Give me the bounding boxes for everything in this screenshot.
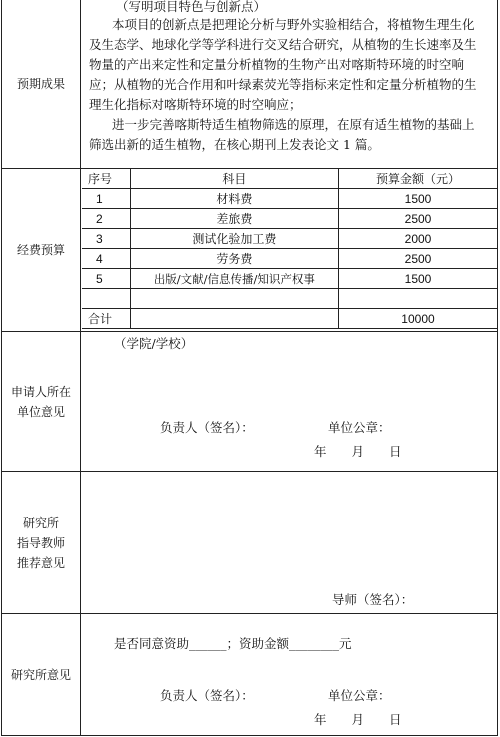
unit-person-sign: 负责人（签名）： (160, 420, 254, 435)
row-no: 5 (82, 269, 130, 289)
header-item: 科目 (130, 169, 338, 189)
budget-row (82, 269, 497, 289)
row-amount (338, 289, 497, 309)
total-label: 合计 (82, 309, 130, 329)
header-amount: 预算金额（元） (338, 169, 497, 189)
budget-row (82, 289, 497, 309)
budget-header-row (82, 169, 497, 189)
row-item (130, 289, 338, 309)
unit-date: 年 月 日 (314, 444, 402, 459)
mentor-opinion-content (82, 472, 497, 613)
outcome-section (2, 0, 497, 169)
row-no: 2 (82, 209, 130, 229)
row-item: 劳务费 (130, 249, 338, 269)
outcome-text-line: 物量的产出来定性和定量分析植物的生物产出对喀斯特环境的时空响 (89, 57, 465, 72)
outcome-text-line: 进一步完善喀斯特适生植物筛选的原理，在原有适生植物的基础上 (112, 117, 475, 132)
mentor-opinion-section (2, 472, 497, 614)
total-empty (130, 309, 338, 329)
institute-seal: 单位公章： (328, 688, 391, 703)
amount-blank[interactable]: ________ (289, 636, 340, 651)
row-item: 出版/文献/信息传播/知识产权事 (130, 269, 338, 289)
row-amount: 2500 (338, 209, 497, 229)
unit-opinion-label-line: 单位意见 (16, 404, 65, 419)
row-item: 差旅费 (130, 209, 338, 229)
amount-prefix: ；资助金额 (226, 636, 290, 651)
row-amount: 1500 (338, 189, 497, 209)
institute-opinion-content (82, 614, 497, 736)
outcome-text-line: 理生化指标对喀斯特环境的时空响应； (89, 97, 302, 112)
funding-question (114, 634, 352, 653)
institute-date: 年 月 日 (314, 712, 402, 727)
row-item: 材料费 (130, 189, 338, 209)
budget-row (82, 209, 497, 229)
mentor-label-line: 推荐意见 (16, 555, 65, 570)
row-amount: 2000 (338, 229, 497, 249)
outcome-text-line: 及生态学、地球化学等学科进行交叉结合研究，从植物的生长速率及生 (89, 37, 477, 52)
budget-total-row (82, 309, 497, 329)
budget-row (82, 229, 497, 249)
agree-blank[interactable]: ______ (189, 636, 227, 651)
row-no: 3 (82, 229, 130, 249)
unit-seal: 单位公章： (328, 420, 391, 435)
outcome-text-line: 本项目的创新点是把理论分析与野外实验相结合，将植物生理生化 (112, 17, 475, 32)
agree-prefix: 是否同意资助 (114, 636, 190, 651)
outcome-content (82, 0, 497, 168)
budget-row (82, 189, 497, 209)
row-no (82, 289, 130, 309)
unit-opinion-label (2, 332, 81, 471)
row-no: 1 (82, 189, 130, 209)
institute-opinion-label: 研究所意见 (2, 614, 81, 736)
outcome-text-line: 应；从植物的光合作用和叶绿素荧光等指标来定性和定量分析植物的生 (89, 77, 477, 92)
mentor-opinion-label (2, 472, 81, 613)
institute-opinion-section (2, 614, 497, 736)
mentor-label-line: 指导教师 (16, 535, 65, 550)
budget-section (2, 169, 497, 332)
application-form (1, 0, 498, 736)
institute-person-sign: 负责人（签名）： (160, 688, 254, 703)
unit-opinion-content (82, 332, 497, 471)
budget-label: 经费预算 (2, 169, 81, 331)
mentor-sign: 导师（签名）： (332, 592, 414, 607)
outcome-hint: （写明项目特色与创新点） (116, 0, 267, 14)
row-amount: 2500 (338, 249, 497, 269)
unit-opinion-label-line: 申请人所在 (10, 384, 71, 399)
total-amount: 10000 (338, 309, 497, 329)
header-no: 序号 (82, 169, 130, 189)
budget-table (82, 169, 497, 329)
unit-opinion-section (2, 332, 497, 472)
mentor-label-line: 研究所 (22, 515, 59, 530)
row-item: 测试化验加工费 (130, 229, 338, 249)
outcome-text-line: 筛选出新的适生植物，在核心期刊上发表论文 1 篇。 (89, 137, 380, 152)
outcome-label: 预期成果 (2, 0, 81, 168)
row-amount: 1500 (338, 269, 497, 289)
amount-unit: 元 (339, 636, 352, 651)
row-no: 4 (82, 249, 130, 269)
budget-row (82, 249, 497, 269)
unit-opinion-hint: （学院/学校） (114, 336, 194, 351)
